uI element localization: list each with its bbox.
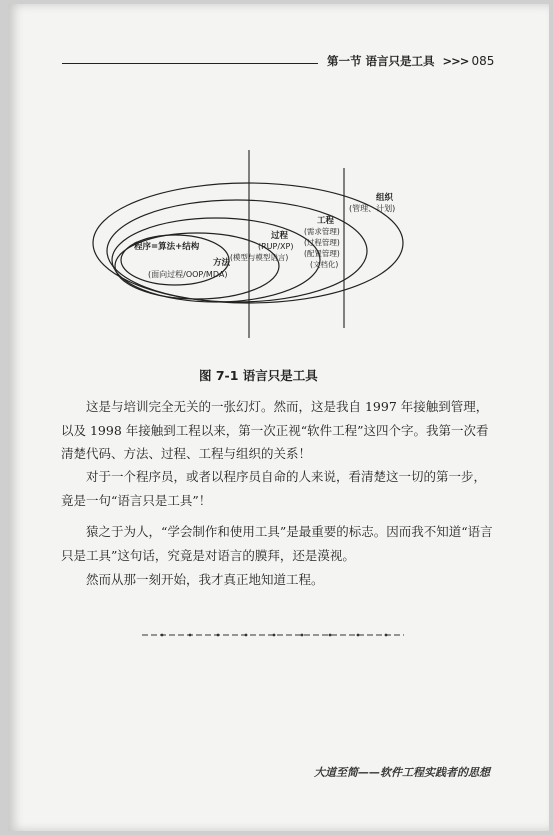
paragraph-3: 猿之于为人，“学会制作和使用工具”是最重要的标志。因而我不知道“语言只是工具”这句话，究竟是对语言的膜拜，还是漠视。 xyxy=(61,524,493,563)
figure-caption: 图 7-1 语言只是工具 xyxy=(199,368,318,383)
label-process-sub2: (模型与模型语言) xyxy=(230,253,289,262)
chevron-icon: >>> xyxy=(442,54,469,68)
label-method: 方法 xyxy=(213,258,231,268)
label-engineering-sub2: (过程管理) xyxy=(304,238,340,247)
label-engineering-sub4: (文档化) xyxy=(310,260,339,269)
section-divider xyxy=(142,631,404,639)
label-organization: 组织 xyxy=(376,193,394,203)
label-process: 过程 xyxy=(271,231,289,241)
section-title: 第一节 语言只是工具 xyxy=(327,54,435,68)
label-program: 程序=算法+结构 xyxy=(134,242,200,252)
label-engineering-sub1: (需求管理) xyxy=(304,227,340,236)
label-organization-sub: (管理、计划) xyxy=(349,204,396,213)
label-engineering-sub3: (配置管理) xyxy=(304,249,340,258)
paragraph-4: 然而从那一刻开始，我才真正地知道工程。 xyxy=(86,572,324,587)
label-process-sub: (RUP/XP) xyxy=(258,242,294,251)
page-number: 085 xyxy=(471,54,495,68)
label-engineering: 工程 xyxy=(317,216,335,226)
paragraph-2: 对于一个程序员，或者以程序员自命的人来说，看清楚这一切的第一步，竟是一句“语言只是工具”！ xyxy=(61,469,487,508)
paragraph-1: 这是与培训完全无关的一张幻灯。然而，这是我自 1997 年接触到管理，以及 1998 年接触到工程以来，第一次正视“软件工程”这四个字。我第一次看清楚代码、方法、过程、工程与组织的关系！ xyxy=(61,399,489,461)
running-footer: 大道至简——软件工程实践者的思想 xyxy=(314,766,490,779)
label-method-sub: (面向过程/OOP/MDA) xyxy=(148,270,228,279)
